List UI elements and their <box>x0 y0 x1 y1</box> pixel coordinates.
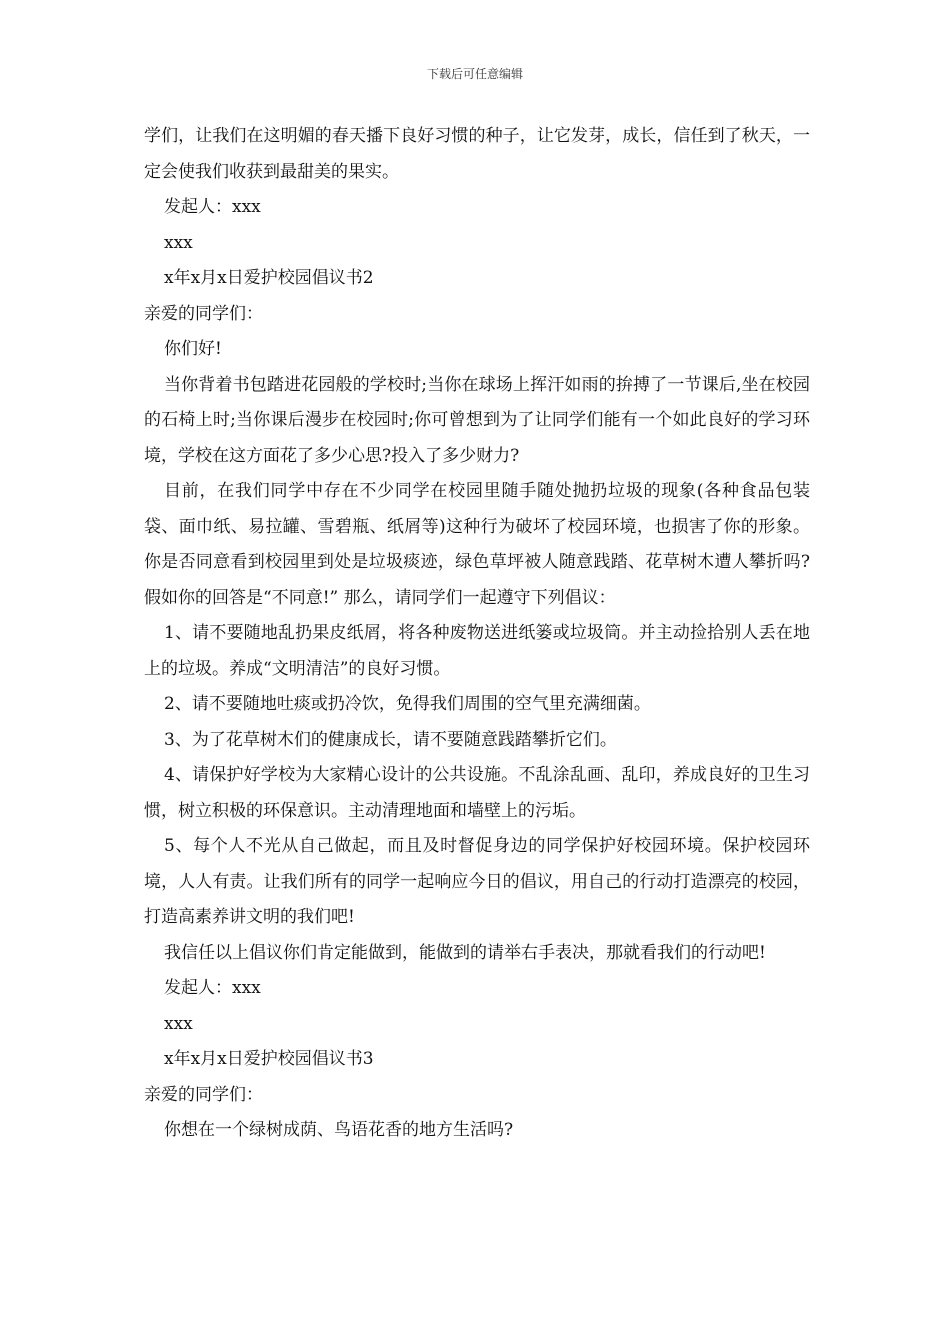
paragraph: 目前，在我们同学中存在不少同学在校园里随手随处抛扔垃圾的现象(各种食品包装袋、面巾纸、易拉罐、雪碧瓶、纸屑等)这种行为破坏了校园环境，也损害了你的形象。你是否同意看到校园里到处是垃圾痰迹，绿色草坪被人随意践踏、花草树木遭人攀折吗?假如你的回答是“不同意!” 那么，请同学们一起遵守下列倡议： <box>144 481 810 608</box>
proposal-item: 2、请不要随地吐痰或扔冷饮，免得我们周围的空气里充满细菌。 <box>164 694 651 714</box>
salutation: 亲爱的同学们： <box>144 1084 263 1105</box>
paragraph: 你想在一个绿树成荫、鸟语花香的地方生活吗? <box>164 1120 514 1140</box>
page-header: 下载后可任意编辑 <box>426 67 523 81</box>
paragraph-continuation: 学们，让我们在这明媚的春天播下良好习惯的种子，让它发芽，成长，信任到了秋天，一定会使我们收获到最甜美的果实。 <box>144 126 810 182</box>
date-title-line: x年x月x日爱护校园倡议书3 <box>164 1049 374 1069</box>
proposal-item: 3、为了花草树木们的健康成长，请不要随意践踏攀折它们。 <box>164 729 617 750</box>
sponsor-name: xxx <box>164 1013 193 1034</box>
sponsor-line: 发起人：xxx <box>164 197 261 217</box>
greeting: 你们好! <box>164 339 222 359</box>
document-body <box>144 119 810 1149</box>
paragraph: 我信任以上倡议你们肯定能做到，能做到的请举右手表决，那就看我们的行动吧! <box>164 942 766 963</box>
paragraph: 当你背着书包踏进花园般的学校时;当你在球场上挥汗如雨的拚搏了一节课后,坐在校园的石椅上时;当你课后漫步在校园时;你可曾想到为了让同学们能有一个如此良好的学习环境，学校在这方面花了多少心思?投入了多少财力? <box>144 374 810 466</box>
proposal-item: 5、每个人不光从自己做起，而且及时督促身边的同学保护好校园环境。保护校园环境，人人有责。让我们所有的同学一起响应今日的倡议，用自己的行动打造漂亮的校园，打造高素养讲文明的我们吧! <box>144 836 810 927</box>
sponsor-name: xxx <box>164 232 193 253</box>
date-title-line: x年x月x日爱护校园倡议书2 <box>164 268 374 288</box>
sponsor-line: 发起人：xxx <box>164 978 261 998</box>
proposal-item: 1、请不要随地乱扔果皮纸屑，将各种废物送进纸篓或垃圾筒。并主动捡拾别人丢在地上的垃圾。养成“文明清洁”的良好习惯。 <box>144 623 810 679</box>
proposal-item: 4、请保护好学校为大家精心设计的公共设施。不乱涂乱画、乱印，养成良好的卫生习惯，树立积极的环保意识。主动清理地面和墙壁上的污垢。 <box>144 765 810 821</box>
salutation: 亲爱的同学们： <box>144 303 263 324</box>
